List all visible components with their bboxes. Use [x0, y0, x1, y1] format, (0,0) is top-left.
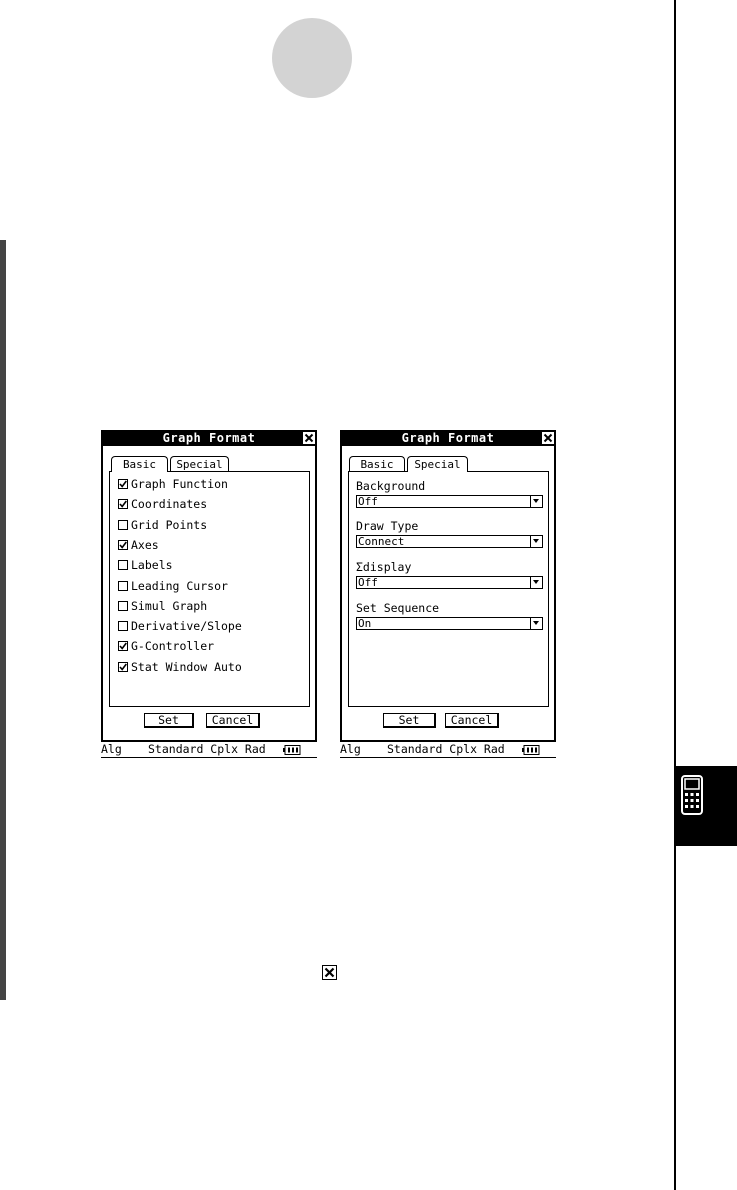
checkbox-unchecked-icon[interactable] [118, 581, 128, 591]
dialog-title: Graph Format [401, 431, 495, 445]
chapter-marker-circle [272, 18, 352, 98]
dialog-title-bar [340, 430, 556, 446]
chapter-side-tab [676, 766, 737, 846]
graph-format-dialog-basic [101, 430, 317, 758]
draw-type-value: Connect [358, 535, 405, 548]
set-sequence-value: On [358, 617, 372, 630]
checkbox-unchecked-icon[interactable] [118, 601, 128, 611]
tab-basic[interactable]: Basic [111, 456, 168, 472]
checkbox-checked-icon[interactable] [118, 499, 128, 509]
tab-basic[interactable]: Basic [349, 456, 405, 471]
set-button[interactable]: Set [383, 713, 436, 728]
checkbox-label: Leading Cursor [131, 578, 228, 593]
dialog-title: Graph Format [162, 431, 256, 445]
close-icon[interactable] [303, 432, 315, 444]
chevron-down-icon[interactable] [530, 536, 542, 547]
cancel-button[interactable]: Cancel [445, 713, 499, 728]
set-button[interactable]: Set [144, 713, 194, 728]
checkbox-label: Labels [131, 558, 173, 573]
background-select[interactable] [356, 495, 543, 508]
special-tab-panel [348, 471, 549, 707]
sigma-display-label: Σdisplay [356, 560, 412, 574]
set-sequence-select[interactable] [356, 617, 543, 630]
background-label: Background [356, 479, 426, 493]
basic-tab-panel [109, 471, 310, 707]
checkbox-checked-icon[interactable] [118, 662, 128, 672]
sigma-display-select[interactable] [356, 576, 543, 589]
background-value: Off [358, 495, 378, 508]
checkbox-label: Graph Function [131, 477, 228, 491]
battery-icon [522, 745, 540, 755]
close-icon[interactable] [542, 432, 554, 444]
status-mode: Alg [101, 742, 122, 756]
checkbox-label: Stat Window Auto [131, 659, 242, 674]
calculator-icon [681, 775, 703, 815]
checkbox-checked-icon[interactable] [118, 540, 128, 550]
chevron-down-icon[interactable] [530, 618, 542, 629]
chevron-down-icon[interactable] [530, 496, 542, 507]
graph-format-dialog-special [340, 430, 556, 758]
checkbox-checked-icon[interactable] [118, 641, 128, 651]
cancel-button[interactable]: Cancel [206, 713, 260, 728]
checkbox-unchecked-icon[interactable] [118, 560, 128, 570]
tab-special[interactable]: Special [407, 456, 468, 472]
status-mode: Alg [340, 742, 361, 756]
dialog-title-bar [101, 430, 317, 446]
draw-type-select[interactable] [356, 535, 543, 548]
page-edge-rule [674, 0, 676, 1190]
checkbox-label: Grid Points [131, 517, 208, 532]
checkbox-label: Axes [131, 537, 159, 552]
status-info: Standard Cplx Rad [148, 742, 266, 756]
checkbox-label: G-Controller [131, 639, 215, 654]
sigma-display-value: Off [358, 576, 378, 589]
tab-special[interactable]: Special [170, 456, 229, 471]
checkbox-label: Coordinates [131, 497, 208, 512]
section-sidebar-bar [0, 240, 6, 1000]
status-bar [101, 742, 317, 758]
battery-icon [283, 745, 301, 755]
checkbox-label: Simul Graph [131, 598, 208, 613]
draw-type-label: Draw Type [356, 519, 419, 533]
status-info: Standard Cplx Rad [387, 742, 505, 756]
checkbox-unchecked-icon[interactable] [118, 621, 128, 631]
set-sequence-label: Set Sequence [356, 601, 440, 615]
checkbox-label: Derivative/Slope [131, 619, 242, 634]
close-icon [322, 965, 337, 980]
checkbox-checked-icon[interactable] [118, 479, 128, 489]
status-bar [340, 742, 556, 758]
checkbox-unchecked-icon[interactable] [118, 520, 128, 530]
chevron-down-icon[interactable] [530, 577, 542, 588]
